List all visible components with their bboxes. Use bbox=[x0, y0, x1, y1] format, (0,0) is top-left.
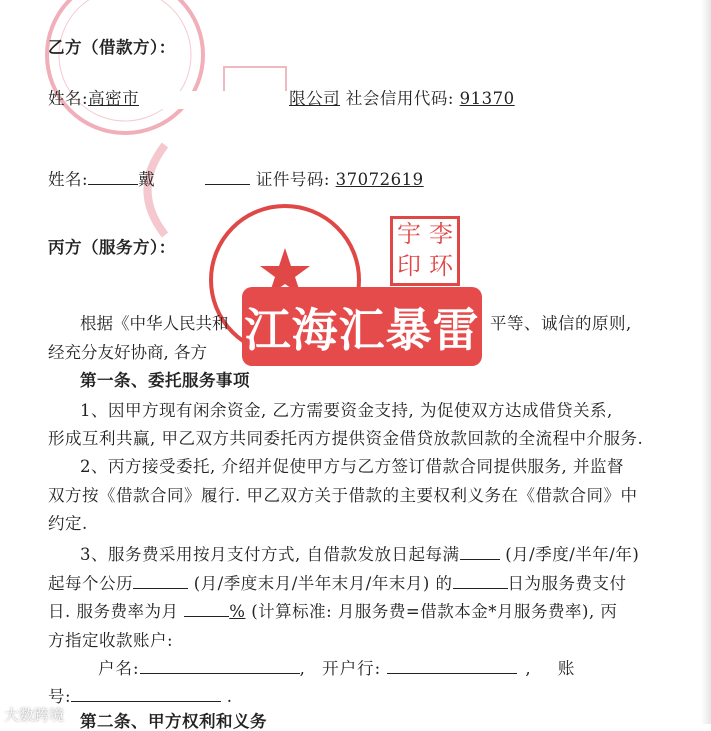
watermark: 大数跨境 bbox=[4, 706, 65, 724]
account-no-line: 号: . bbox=[48, 687, 233, 706]
person-line bbox=[48, 170, 424, 189]
account-no-label-b: 号: bbox=[48, 687, 72, 706]
id-value: 37072619 bbox=[335, 170, 424, 189]
article2-title: 第二条、甲方权利和义务 bbox=[80, 712, 267, 731]
credit-code-label: 社会信用代码: bbox=[345, 89, 454, 108]
item2-line2: 双方按《借款合同》履行. 甲乙双方关于借款的主要权利义务在《借款合同》中 bbox=[48, 486, 638, 505]
party-b-heading: 乙方（借款方）： bbox=[48, 38, 176, 57]
item3-line2 bbox=[48, 574, 627, 593]
top-company-stamp bbox=[40, 0, 210, 140]
seal-char: 印 bbox=[397, 252, 421, 280]
comma: , bbox=[299, 659, 306, 678]
page-edge bbox=[701, 0, 711, 724]
item3-options: (月/季度/半年/年) bbox=[505, 545, 640, 564]
item3-options: (月/季度末月/半年末月/年末月) 的 bbox=[193, 574, 453, 593]
item3-line4: 方指定收款账户: bbox=[48, 631, 174, 650]
id-label: 证件号码: bbox=[255, 170, 330, 189]
bank-label: 开户行: bbox=[322, 659, 382, 678]
item2-line3: 约定. bbox=[48, 514, 88, 533]
para1-line2: 经充分友好协商, 各方 bbox=[48, 343, 207, 362]
para1-start: 根据《中华人民共和 bbox=[80, 314, 229, 333]
party-b-name-line bbox=[48, 89, 515, 109]
item3-text: 日. 服务费率为月 bbox=[48, 602, 179, 621]
item3-text: (计算标准: 月服务费=借款本金*月服务费率), 丙 bbox=[251, 602, 618, 621]
item2-line1: 2、丙方接受委托, 介绍并促使甲方与乙方签订借款合同提供服务, 并监督 bbox=[80, 457, 624, 476]
item3-text: 3、服务费采用按月支付方式, 自借款发放日起每满 bbox=[80, 545, 460, 564]
para1-end: 平等、诚信的原则, bbox=[490, 314, 632, 333]
item3-line3 bbox=[48, 602, 617, 621]
comma: , bbox=[525, 659, 532, 678]
item3-text: 日为服务费支付 bbox=[507, 574, 627, 593]
account-name-line bbox=[98, 659, 575, 678]
rate-percent: % bbox=[229, 602, 246, 621]
article1-title: 第一条、委托服务事项 bbox=[80, 371, 250, 390]
account-name-label: 户名: bbox=[98, 659, 140, 678]
seal-char: 李 bbox=[429, 220, 453, 248]
account-no-label-a: 账 bbox=[557, 659, 576, 678]
warning-banner: 江海汇暴雷 bbox=[242, 287, 482, 366]
company-name-prefix: 高密市 bbox=[88, 89, 140, 108]
personal-square-seal bbox=[390, 216, 460, 286]
person-name-label: 姓名: bbox=[48, 170, 89, 189]
person-name-value: 戴 bbox=[138, 170, 156, 189]
item3-line1 bbox=[80, 545, 639, 564]
seal-char: 环 bbox=[429, 252, 453, 280]
party-c-heading: 丙方（服务方）： bbox=[48, 238, 176, 257]
seal-char: 宇 bbox=[397, 220, 421, 248]
item1-line1: 1、因甲方现有闲余资金, 乙方需要资金支持, 为促使双方达成借贷关系, bbox=[80, 401, 613, 420]
item3-text: 起每个公历 bbox=[48, 574, 133, 593]
company-name-suffix: 限公司 bbox=[289, 89, 341, 108]
name-label: 姓名: bbox=[48, 89, 89, 108]
partial-stamp-smudge bbox=[125, 140, 175, 240]
credit-code-value: 91370 bbox=[459, 89, 515, 108]
item1-line2: 形成互利共赢, 甲乙双方共同委托丙方提供资金借贷放款回款的全流程中介服务. bbox=[48, 429, 644, 448]
